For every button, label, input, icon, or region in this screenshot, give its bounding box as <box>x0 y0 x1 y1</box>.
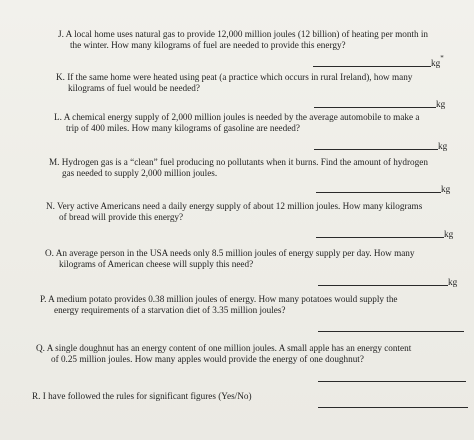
answer-o-blank[interactable] <box>318 277 448 286</box>
answer-m[interactable] <box>316 183 450 193</box>
question-m-line2: gas needed to supply 2,000 million joules. <box>62 168 218 178</box>
answer-q-blank[interactable] <box>318 373 466 382</box>
question-l-line2: trip of 400 miles. How many kilograms of gasoline are needed? <box>66 123 300 133</box>
answer-k-unit: kg <box>436 99 446 109</box>
question-q-line2: of 0.25 million joules. How many apples would provide the energy of one doughnut? <box>51 354 364 364</box>
answer-p[interactable] <box>318 322 464 332</box>
question-j <box>58 29 428 51</box>
answer-l-blank[interactable] <box>314 141 438 150</box>
answer-k[interactable] <box>314 98 445 108</box>
question-p-line2: energy requirements of a starvation diet of 3.35 million joules? <box>54 305 286 315</box>
question-r-line1: R. I have followed the rules for significant figures (Yes/No) <box>32 391 252 401</box>
question-k-line2: kilograms of fuel would be needed? <box>68 83 200 93</box>
answer-n-unit: kg <box>444 229 454 239</box>
question-m <box>49 157 428 179</box>
answer-q[interactable] <box>318 372 466 382</box>
asterisk-mark: * <box>440 54 444 62</box>
answer-n-blank[interactable] <box>316 229 444 238</box>
answer-m-blank[interactable] <box>316 184 441 193</box>
question-o-line2: kilograms of American cheese will supply this need? <box>59 259 254 269</box>
answer-l[interactable] <box>314 140 447 150</box>
answer-j-blank[interactable] <box>313 58 431 67</box>
question-q-line1: Q. A single doughnut has an energy content of one million joules. A small apple has an energy content <box>36 343 412 353</box>
question-k <box>56 72 412 94</box>
answer-o-unit: kg <box>448 277 458 287</box>
question-p <box>40 294 398 316</box>
answer-p-blank[interactable] <box>318 323 464 332</box>
question-l-line1: L. A chemical energy supply of 2,000 million joules is needed by the average automobile to make a <box>54 112 420 122</box>
answer-r-blank[interactable] <box>318 399 468 408</box>
question-n-line1: N. Very active Americans need a daily energy supply of about 12 million joules. How many kilograms <box>46 201 423 211</box>
answer-n[interactable] <box>316 228 453 238</box>
question-o <box>45 248 414 270</box>
question-l <box>54 112 419 134</box>
question-n-line2: of bread will provide this energy? <box>59 212 184 222</box>
answer-j-unit: kg <box>431 58 441 68</box>
question-m-line1: M. Hydrogen gas is a “clean” fuel producing no pollutants when it burns. Find the amount of hydrogen <box>49 157 428 167</box>
answer-l-unit: kg <box>438 141 448 151</box>
question-p-line1: P. A medium potato provides 0.38 million joules of energy. How many potatoes would supply the <box>40 294 398 304</box>
question-r <box>32 391 252 402</box>
question-k-line1: K. If the same home were heated using peat (a practice which occurs in rural Ireland), how many <box>56 72 413 82</box>
question-o-line1: O. An average person in the USA needs only 8.5 million joules of energy supply per day. How many <box>45 248 415 258</box>
question-j-line2: the winter. How many kilograms of fuel are needed to provide this energy? <box>70 40 346 50</box>
answer-o[interactable] <box>318 276 457 286</box>
question-n <box>46 201 422 223</box>
answer-m-unit: kg <box>441 184 451 194</box>
answer-r[interactable] <box>318 398 468 408</box>
answer-k-blank[interactable] <box>314 99 436 108</box>
answer-j[interactable] <box>313 54 444 68</box>
question-q <box>36 343 411 365</box>
question-j-line1: J. A local home uses natural gas to provide 12,000 million joules (12 billion) of heating per month in <box>58 29 428 39</box>
